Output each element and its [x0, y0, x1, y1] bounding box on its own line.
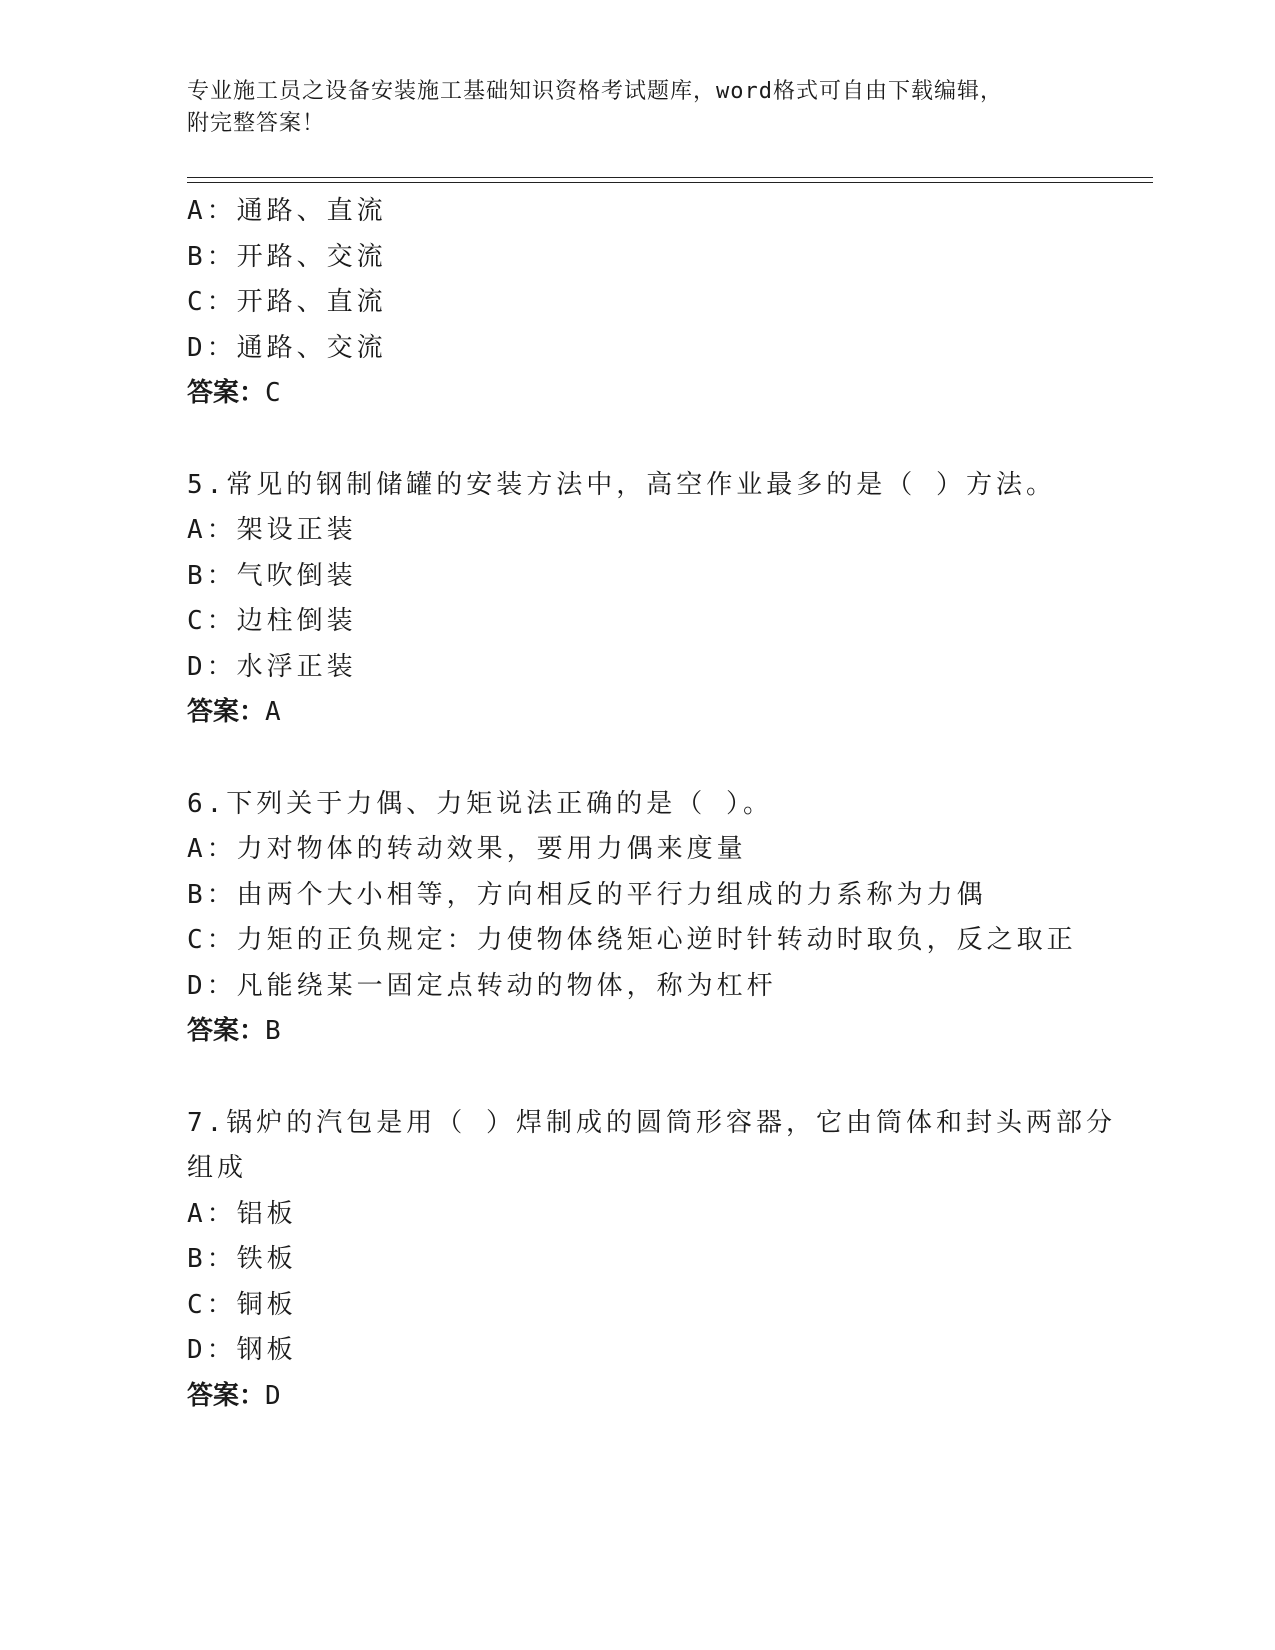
- answer-label: 答案：: [187, 378, 266, 408]
- answer-line: [187, 1009, 1153, 1055]
- answer-label: 答案：: [187, 697, 266, 727]
- answer-line: [187, 1374, 1153, 1420]
- option-a: A：铝板: [187, 1198, 297, 1229]
- header-divider-top: [187, 177, 1153, 178]
- answer-label: 答案：: [187, 1380, 266, 1411]
- answer-value: B: [265, 1016, 281, 1046]
- document-header: [187, 76, 1067, 140]
- option-d: D：钢板: [187, 1335, 297, 1365]
- option-c: C：力矩的正负规定：力使物体绕矩心逆时针转动时取负，反之取正: [187, 925, 1077, 955]
- answer-value: C: [265, 378, 281, 408]
- option-b: B：由两个大小相等，方向相反的平行力组成的力系称为力偶: [187, 879, 987, 910]
- option-b: B：开路、交流: [187, 241, 387, 272]
- header-line-2: 附完整答案！: [187, 111, 326, 136]
- option-d: D：凡能绕某一固定点转动的物体，称为杠杆: [187, 970, 777, 1001]
- question-text: 6.下列关于力偶、力矩说法正确的是（ ）。: [187, 788, 773, 819]
- answer-value: A: [265, 697, 281, 727]
- option-d: D：水浮正装: [187, 651, 357, 682]
- answer-line: [187, 690, 1153, 736]
- question-list: [187, 189, 1153, 1419]
- option-d: D：通路、交流: [187, 332, 387, 363]
- question-7: [187, 1101, 1153, 1420]
- header-divider-bottom: [187, 182, 1153, 183]
- question-text-line-2: 组成: [187, 1153, 248, 1183]
- answer-value: D: [265, 1380, 281, 1411]
- option-c: C：开路、直流: [187, 287, 387, 317]
- option-a: A：通路、直流: [187, 196, 387, 226]
- header-line-1: 专业施工员之设备安装施工基础知识资格考试题库，word格式可自由下载编辑，: [187, 79, 1003, 104]
- question-text-line-1: 7.锅炉的汽包是用（ ）焊制成的圆筒形容器，它由筒体和封头两部分: [187, 1107, 1116, 1138]
- question-6: [187, 782, 1153, 1055]
- question-5: [187, 463, 1153, 736]
- option-c: C：铜板: [187, 1289, 297, 1320]
- question-4: [187, 189, 1153, 417]
- question-text: 5.常见的钢制储罐的安装方法中，高空作业最多的是（ ）方法。: [187, 469, 1056, 500]
- answer-label: 答案：: [187, 1016, 266, 1046]
- option-a: A：力对物体的转动效果，要用力偶来度量: [187, 834, 747, 864]
- answer-line: [187, 371, 1153, 417]
- option-b: B：铁板: [187, 1244, 297, 1274]
- option-a: A：架设正装: [187, 515, 357, 545]
- option-b: B：气吹倒装: [187, 560, 357, 591]
- option-c: C：边柱倒装: [187, 606, 357, 636]
